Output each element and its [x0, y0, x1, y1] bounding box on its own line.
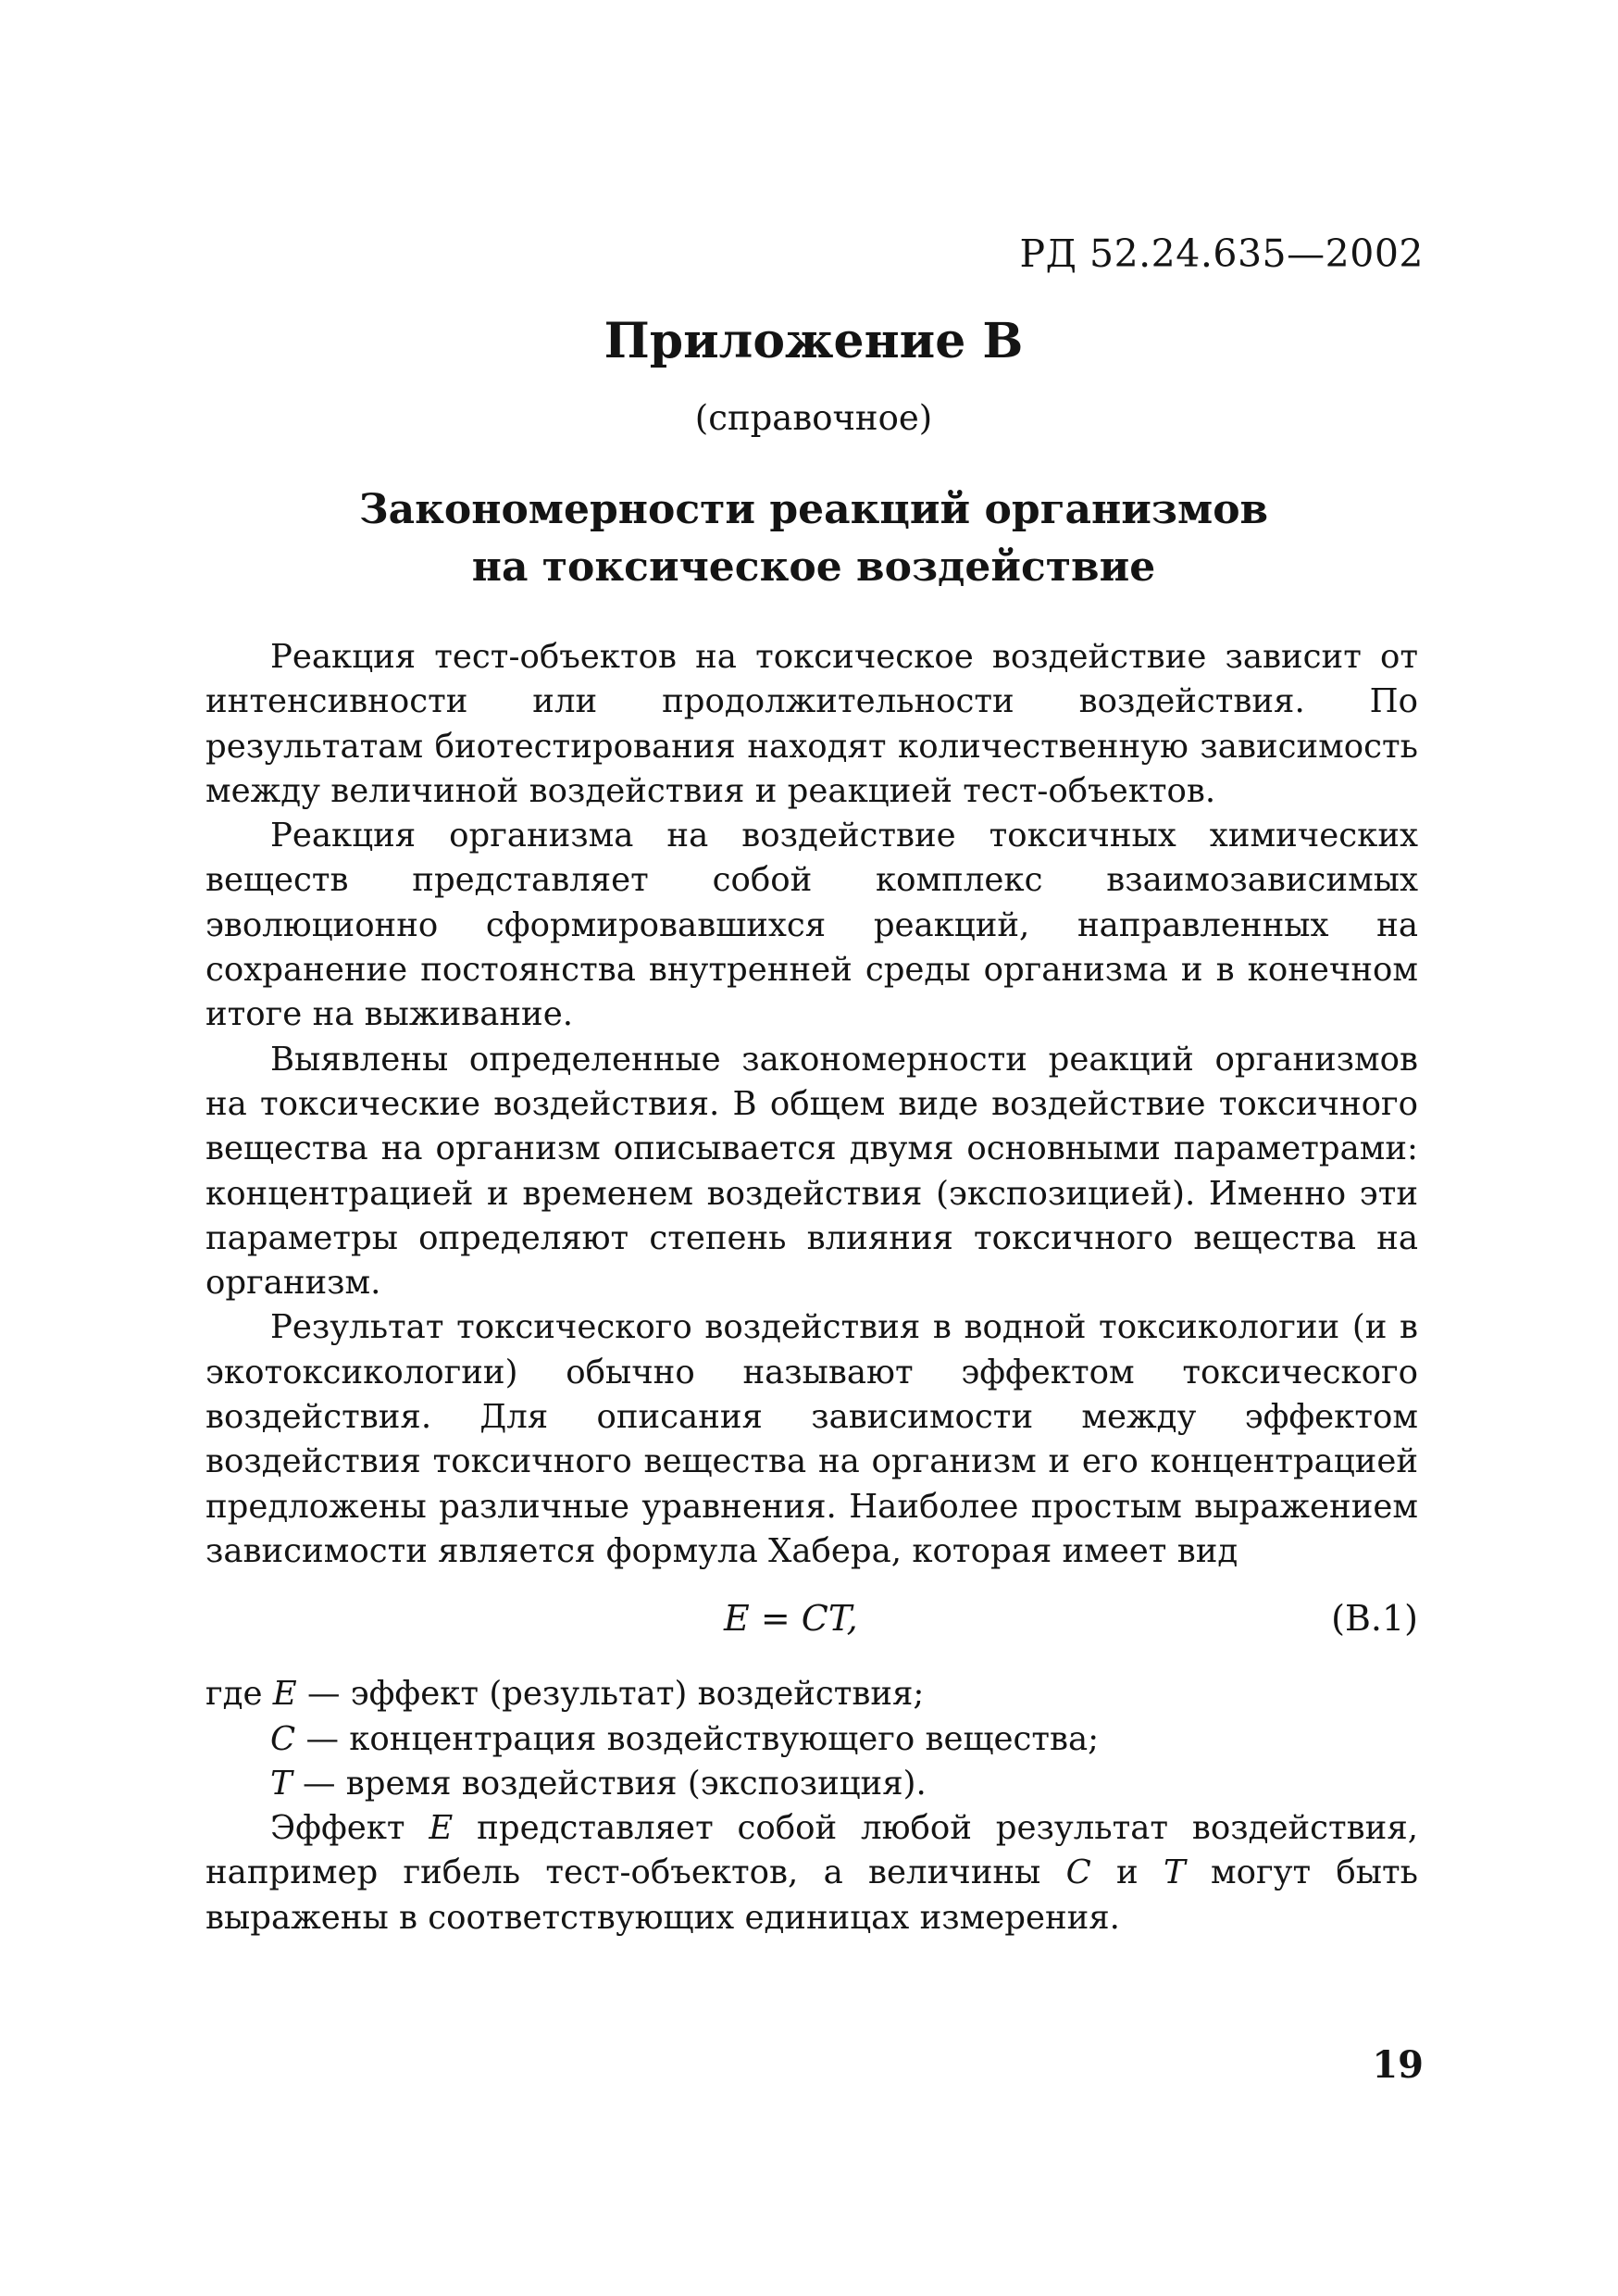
where-text-t: — время воздействия (экспозиция).	[292, 1764, 927, 1803]
closing-symbol-c: C	[1065, 1853, 1091, 1892]
formula: E = CT,	[724, 1598, 858, 1640]
page-number: 19	[1372, 2043, 1424, 2087]
section-title	[0, 481, 1618, 596]
closing-symbol-t: T	[1164, 1853, 1186, 1892]
symbol-t: T	[270, 1764, 292, 1803]
closing-part-1: Эффект	[270, 1809, 429, 1848]
where-line-e	[205, 1672, 1418, 1716]
where-prefix: где	[205, 1675, 273, 1714]
body-text	[205, 635, 1418, 1940]
section-title-line-1: Закономерности реакций организмов	[358, 486, 1269, 533]
symbol-c: C	[270, 1719, 296, 1758]
where-block	[205, 1672, 1418, 1806]
formula-row	[205, 1579, 1418, 1672]
formula-number: (В.1)	[1331, 1598, 1418, 1640]
paragraph-3: Выявлены определенные закономерности реакций организмов на токсические воздействия. В общем виде воздействие токсичного вещества на организм описывается двумя основными параметрами: концентрацией и временем воздействия (экспозицией). Именно эти параметры определяют степень влияния токсичного вещества на организм.	[205, 1040, 1418, 1303]
paragraph-2: Реакция организма на воздействие токсичных химических веществ представляет собой комплекс взаимозависимых эволюционно сформировавшихся реакций, направленных на сохранение постоянства внутренней среды организма и в конечном итоге на выживание.	[205, 817, 1418, 1034]
where-line-t	[205, 1762, 1418, 1806]
where-text-c: — концентрация воздействующего вещества;	[295, 1719, 1100, 1758]
where-text-e: — эффект (результат) воздействия;	[296, 1675, 925, 1714]
closing-part-3: и	[1090, 1853, 1164, 1892]
closing-part-2: представляет собой любой результат воздействия, например гибель тест-объектов, а величины	[205, 1809, 1419, 1892]
paragraph-4: Результат токсического воздействия в водной токсикологии (и в экотоксикологии) обычно называют эффектом токсического воздействия. Для описания зависимости между эффектом воздействия токсичного вещества на организм и его концентрацией предложены различные уравнения. Наиболее простым выражением зависимости является формула Хабера, которая имеет вид	[205, 1308, 1418, 1570]
section-title-line-2: на токсическое воздействие	[471, 543, 1156, 591]
appendix-subtitle: (справочное)	[694, 398, 933, 438]
document-code: РД 52.24.635—2002	[1019, 231, 1424, 276]
paragraph-1: Реакция тест-объектов на токсическое воздействие зависит от интенсивности или продолжительности воздействия. По результатам биотестирования находят количественную зависимость между величиной воздействия и реакцией тест-объектов.	[205, 638, 1418, 810]
closing-part-4: могут быть выражены в соответствующих единицах измерения.	[205, 1853, 1418, 1937]
where-line-c	[205, 1717, 1418, 1762]
symbol-e: E	[272, 1675, 297, 1714]
closing-paragraph	[205, 1806, 1418, 1940]
closing-symbol-e: E	[429, 1809, 454, 1848]
appendix-title: Приложение В	[604, 313, 1024, 369]
